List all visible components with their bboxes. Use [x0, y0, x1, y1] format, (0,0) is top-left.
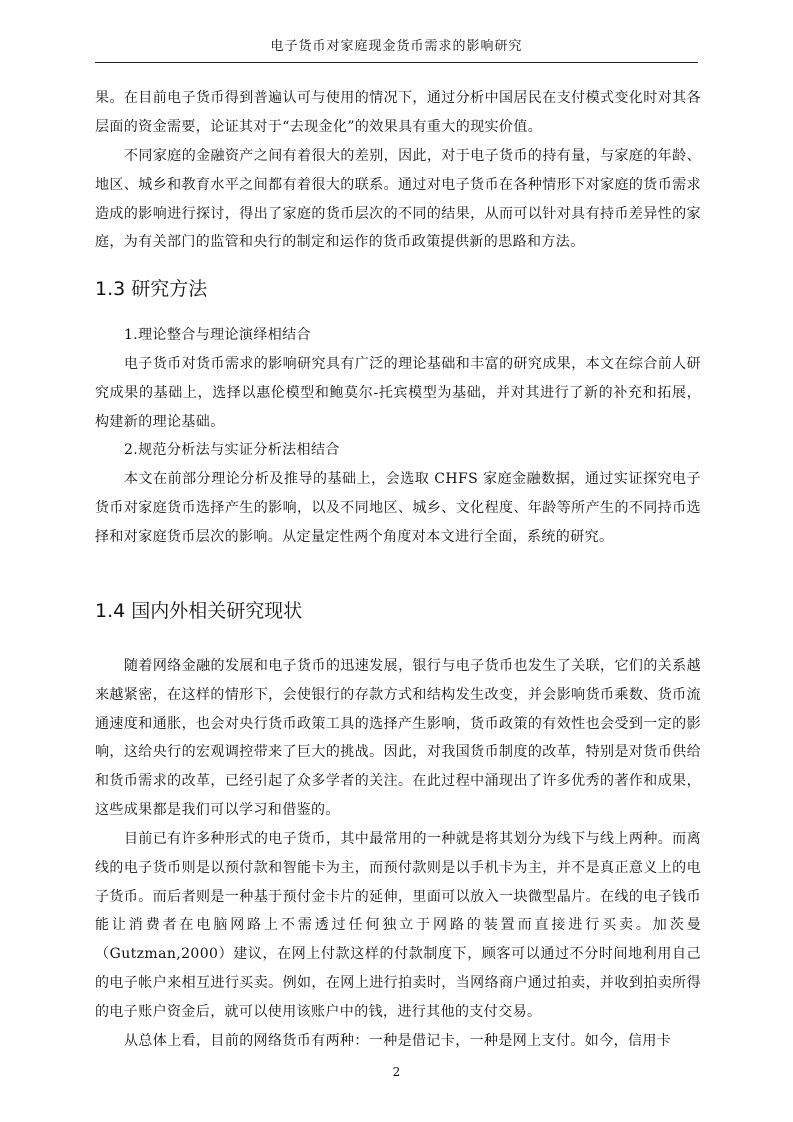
method-item-2-text: 本文在前部分理论分析及推导的基础上，会选取 CHFS 家庭金融数据，通过实证探究电子货币对家庭货币选择产生的影响，以及不同地区、城乡、文化程度、年龄等所产生的不同持币选择和对家庭货币层次的影响。从定量定性两个角度对本文进行全面，系统的研究。 — [95, 471, 701, 545]
paragraph-intro-continued: 果。在目前电子货币得到普遍认可与使用的情况下，通过分析中国居民在支付模式变化时对其各层面的资金需要，论证其对于“去现金化”的效果具有重大的现实价值。 — [95, 90, 701, 135]
paragraph-network-finance: 随着网络金融的发展和电子货币的迅速发展，银行与电子货币也发生了关联，它们的关系越来越紧密，在这样的情形下，会使银行的存款方式和结构发生改变，并会影响货币乘数、货币流通速度和通胀，也会对央行货币政策工具的选择产生影响，货币政策的有效性也会受到一定的影响，这给央行的宏观调控带来了巨大的挑战。因此，对我国货币制度的改革，特别是对货币供给和货币需求的改革，已经引起了众多学者的关注。在此过程中涌现出了许多优秀的著作和成果，这些成果都是我们可以学习和借鉴的。 — [95, 658, 701, 818]
header-rule — [95, 62, 698, 63]
paragraph-intro-family-differences: 不同家庭的金融资产之间有着很大的差别，因此，对于电子货币的持有量，与家庭的年龄、地区、城乡和教育水平之间都有着很大的联系。通过对电子货币在各种情形下对家庭的货币需求造成的影响进行探讨，得出了家庭的货币层次的不同的结果，从而可以针对具有持币差异性的家庭，为有关部门的监管和央行的制定和运作的货币政策提供新的思路和方法。 — [95, 148, 701, 251]
method-item-2-label: 2.规范分析法与实证分析法相结合 — [124, 442, 340, 458]
method-item-1-label: 1.理论整合与理论演绎相结合 — [124, 327, 311, 343]
method-item-1-text: 电子货币对货币需求的影响研究具有广泛的理论基础和丰富的研究成果，本文在综合前人研究成果的基础上，选择以惠伦模型和鲍莫尔-托宾模型为基础，并对其进行了新的补充和拓展，构建新的理论基础。 — [95, 356, 701, 430]
paragraph-forms-of-e-money: 目前已有许多种形式的电子货币，其中最常用的一种就是将其划分为线下与线上两种。而离线的电子货币则是以预付款和智能卡为主，而预付款则是以手机卡为主，并不是真正意义上的电子货币。而后者则是一种基于预付金卡片的延伸，里面可以放入一块微型晶片。在线的电子钱币能让消费者在电脑网路上不需透过任何独立于网路的装置而直接进行买卖。加茨曼（Gutzman,2000）建议，在网上付款这样的付款制度下，顾客可以通过不分时间地利用自己的电子帐户来相互进行买卖。例如，在网上进行拍卖时，当网络商户通过拍卖，并收到拍卖所得的电子账户资金后，就可以使用该账户中的钱，进行其他的支付交易。 — [95, 831, 701, 1020]
paragraph-network-money-types: 从总体上看，目前的网络货币有两种：一种是借记卡，一种是网上支付。如今，信用卡 — [124, 1033, 672, 1049]
section-heading-research-methods: 1.3 研究方法 — [95, 278, 208, 300]
section-heading-literature-review: 1.4 国内外相关研究现状 — [95, 600, 303, 622]
page-number: 2 — [392, 1065, 401, 1079]
running-header: 电子货币对家庭现金货币需求的影响研究 — [270, 39, 523, 54]
